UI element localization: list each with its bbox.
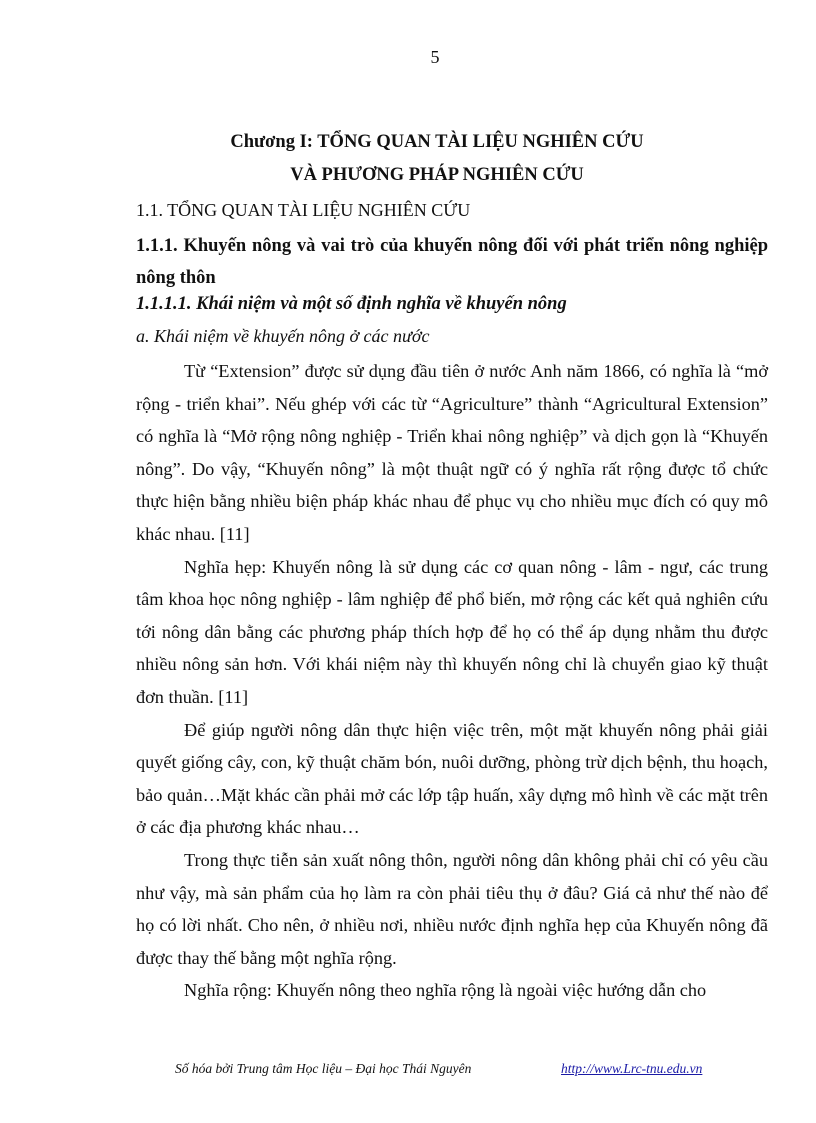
section-heading-1-1-1-1: 1.1.1.1. Khái niệm và một số định nghĩa về khuyến nông [136,294,567,314]
footer-digitized-by: Số hóa bởi Trung tâm Học liệu – Đại học Thái Nguyên [175,1061,472,1076]
footer-url-link[interactable]: http://www.Lrc-tnu.edu.vn [561,1061,703,1076]
subsection-heading-a: a. Khái niệm về khuyến nông ở các nước [136,326,430,346]
body-text [136,355,768,1007]
paragraph-narrow-meaning: Nghĩa hẹp: Khuyến nông là sử dụng các cơ quan nông - lâm - ngư, các trung tâm khoa học nông nghiệp - lâm nghiệp để phổ biến, mở rộng các kết quả nghiên cứu tới nông dân bằng các phương pháp thích hợp để họ có thể áp dụng nhằm thu được nhiều nông sản hơn. Với khái niệm này thì khuyến nông chỉ là chuyển giao kỹ thuật đơn thuần. [11] [136,556,768,707]
paragraph-extension-origin: Từ “Extension” được sử dụng đầu tiên ở nước Anh năm 1866, có nghĩa là “mở rộng - triển khai”. Nếu ghép với các từ “Agriculture” thành “Agricultural Extension” có nghĩa là “Mở rộng nông nghiệp - Triển khai nông nghiệp” và dịch gọn là “Khuyến nông”. Do vậy, “Khuyến nông” là một thuật ngữ có ý nghĩa rất rộng được tổ chức thực hiện bằng nhiều biện pháp khác nhau để phục vụ cho nhiều mục đích có quy mô khác nhau. [11] [136,361,768,544]
paragraph-rural-practice: Trong thực tiễn sản xuất nông thôn, người nông dân không phải chỉ có yêu cầu như vậy, mà sản phẩm của họ làm ra còn phải tiêu thụ ở đâu? Giá cả như thế nào để họ có lời nhất. Cho nên, ở nhiều nơi, nhiều nước định nghĩa hẹp của Khuyến nông đã được thay thế bằng một nghĩa rộng. [136,849,768,968]
page-number: 5 [430,47,440,67]
section-heading-1-1-1: 1.1.1. Khuyến nông và vai trò của khuyến nông đối với phát triển nông nghiệp nông thôn [136,236,768,288]
paragraph-farmer-support: Để giúp người nông dân thực hiện việc trên, một mặt khuyến nông phải giải quyết giống cây, con, kỹ thuật chăm bón, nuôi dưỡng, phòng trừ dịch bệnh, thu hoạch, bảo quản…Mặt khác cần phải mở các lớp tập huấn, xây dựng mô hình về các mặt trên ở các địa phương khác nhau… [136,719,768,838]
chapter-title-line-2: VÀ PHƯƠNG PHÁP NGHIÊN CỨU [290,165,584,185]
chapter-title-line-1: Chương I: TỔNG QUAN TÀI LIỆU NGHIÊN CỨU [230,132,644,152]
section-heading-1-1: 1.1. TỔNG QUAN TÀI LIỆU NGHIÊN CỨU [136,200,471,220]
paragraph-broad-meaning: Nghĩa rộng: Khuyến nông theo nghĩa rộng là ngoài việc hướng dẫn cho [184,980,707,1001]
